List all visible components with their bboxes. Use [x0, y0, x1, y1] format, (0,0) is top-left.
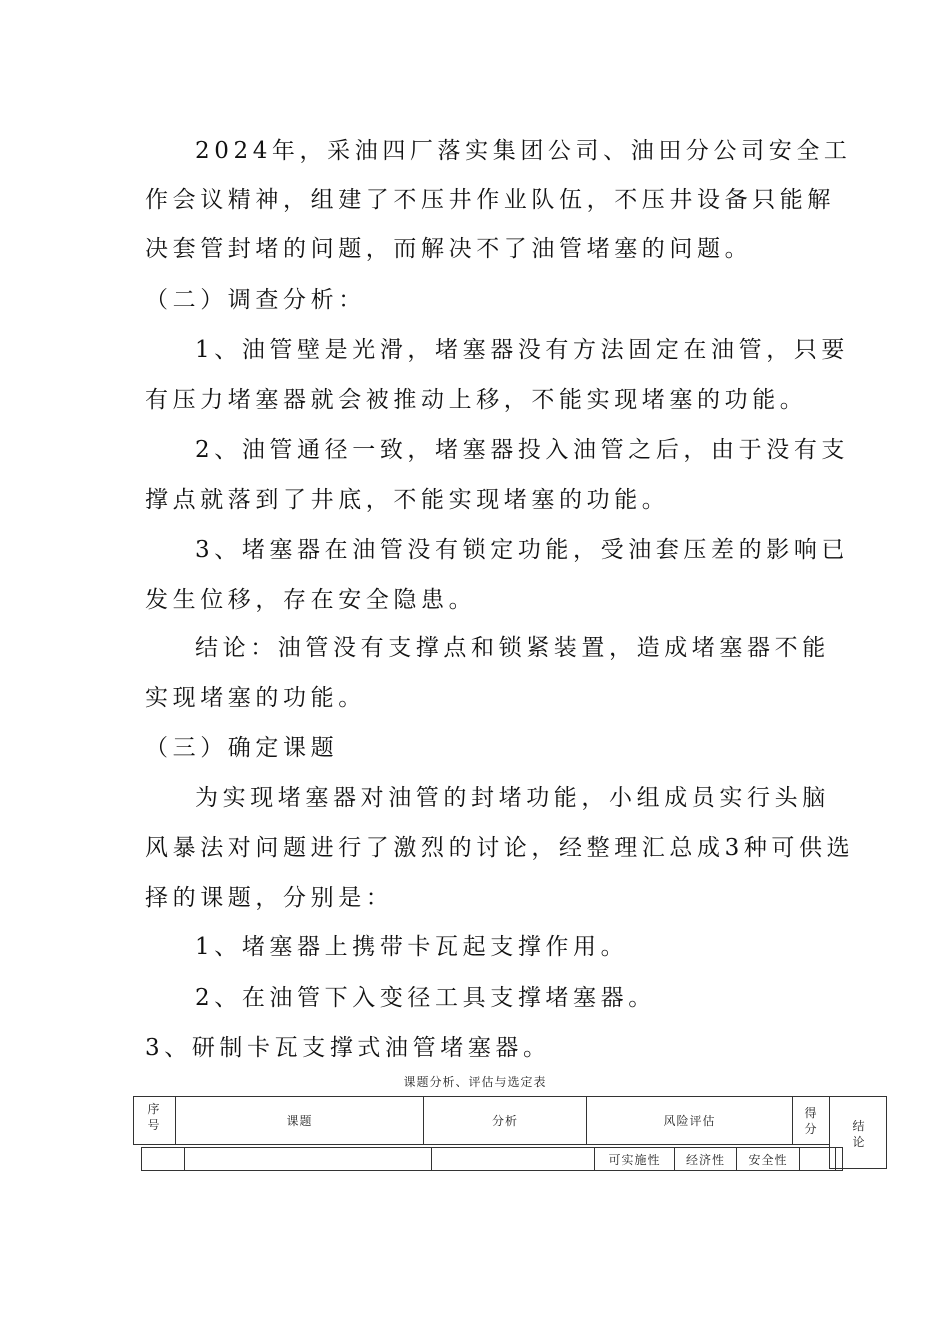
section-heading: （二）调查分析： [145, 287, 366, 313]
header-conclusion: 结论 [852, 1119, 866, 1149]
row-cell [184, 1147, 432, 1171]
list-item: 1、堵塞器上携带卡瓦起支撑作用。 [195, 934, 629, 960]
list-item: 2、在油管下入变径工具支撑堵塞器。 [195, 985, 656, 1011]
paragraph-line: 决套管封堵的问题，而解决不了油管堵塞的问题。 [145, 236, 753, 262]
paragraph-line: 发生位移，存在安全隐患。 [145, 587, 477, 613]
section-heading: （三）确定课题 [145, 735, 339, 761]
risk-sub-safety: 安全性 [748, 1153, 788, 1167]
header-topic: 课题 [286, 1114, 313, 1128]
header-score: 得分 [804, 1106, 818, 1136]
paragraph-line: 3、堵塞器在油管没有锁定功能，受油套压差的影响已 [195, 537, 850, 563]
header-analysis: 分析 [491, 1114, 518, 1128]
header-risk: 风险评估 [663, 1114, 716, 1128]
paragraph-line: 为实现堵塞器对油管的封堵功能，小组成员实行头脑 [195, 785, 830, 811]
risk-sub-economy: 经济性 [685, 1153, 725, 1167]
paragraph-line: 1、油管壁是光滑，堵塞器没有方法固定在油管，只要 [195, 337, 850, 363]
paragraph-line: 有压力堵塞器就会被推动上移，不能实现堵塞的功能。 [145, 387, 808, 413]
list-item: 3、研制卡瓦支撑式油管堵塞器。 [145, 1035, 551, 1061]
header-seq: 序号 [147, 1102, 161, 1132]
paragraph-line: 撑点就落到了井底，不能实现堵塞的功能。 [145, 487, 670, 513]
row-cell [431, 1147, 595, 1171]
paragraph-line: 风暴法对问题进行了激烈的讨论，经整理汇总成3种可供选 [145, 835, 855, 861]
risk-sub-feasibility: 可实施性 [608, 1153, 661, 1167]
row-cell [141, 1147, 185, 1171]
paragraph-line: 择的课题，分别是： [145, 885, 394, 911]
paragraph-line: 2、油管通径一致，堵塞器投入油管之后，由于没有支 [195, 437, 850, 463]
table-caption: 课题分析、评估与选定表 [403, 1075, 547, 1089]
paragraph-line: 2024年，采油四厂落实集团公司、油田分公司安全工 [195, 138, 852, 164]
row-cell [835, 1147, 843, 1171]
row-cell [799, 1147, 836, 1171]
paragraph-line: 实现堵塞的功能。 [145, 685, 366, 711]
paragraph-line: 结论：油管没有支撑点和锁紧装置，造成堵塞器不能 [195, 635, 830, 661]
paragraph-line: 作会议精神，组建了不压井作业队伍，不压井设备只能解 [145, 187, 835, 213]
